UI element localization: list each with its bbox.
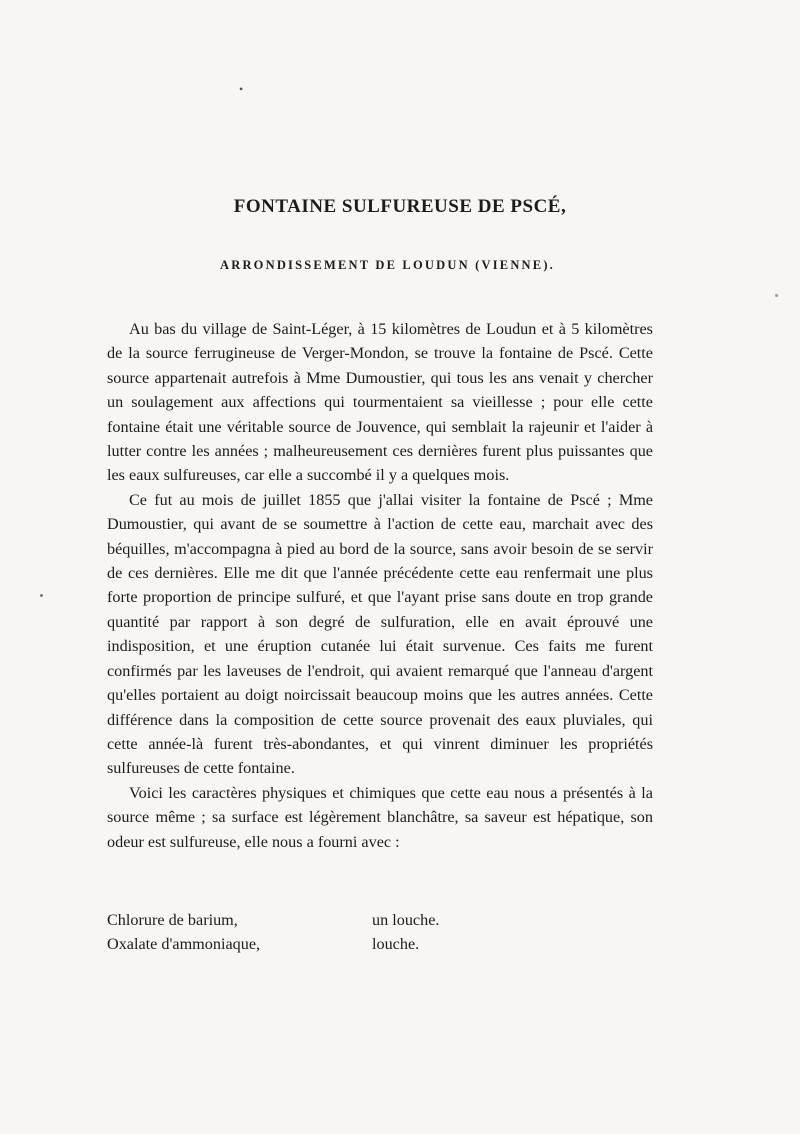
paragraph: Voici les caractères physiques et chimiques que cette eau nous a présentés à la source même ; sa surface est légèrement blanchâtre, sa saveur est hépatique, son odeur est sulfureuse, elle nous a fourni avec : (107, 783, 653, 851)
reagent: Oxalate d'ammoniaque, (107, 935, 261, 954)
page-mark: • (239, 82, 244, 96)
paper-speck (40, 594, 43, 597)
paragraph: Ce fut au mois de juillet 1855 que j'allai visiter la fontaine de Pscé ; Mme Dumoustier, qui avant de se soumettre à l'action de cette eau, marchait avec des béquilles, m'accompagna à pied au bord de la source, sans avoir besoin de se servir de ces dernières. Elle me dit que l'année précédente cette eau renfermait une plus forte proportion de principe sulfuré, et que l'ayant prise sans doute en trop grande quantité par rapport à son degré de sulfuration, elle en avait éprouvé une indisposition, et une éruption cutanée lui était survenue. Ces faits me furent confirmés par les laveuses de l'endroit, qui avaient remarqué que l'anneau d'argent qu'elles portaient au doigt noircissait beaucoup moins que les autres années. Cette différence dans la composition de cette source provenait des eaux pluviales, qui cette année-là furent très-abondantes, et qui vinrent diminuer les propriétés sulfureuses de cette fontaine. (107, 490, 653, 778)
body-text (107, 317, 653, 854)
reaction-row (107, 908, 653, 932)
page-title: FONTAINE SULFUREUSE DE PSCÉ, (233, 196, 567, 217)
reaction-list (107, 908, 653, 957)
reaction-result: un louche. (372, 911, 440, 929)
paragraph: Au bas du village de Saint-Léger, à 15 kilomètres de Loudun et à 5 kilomètres de la source ferrugineuse de Verger-Mondon, se trouve la fontaine de Pscé. Cette source appartenait autrefois à Mme Dumoustier, qui tous les ans venait y chercher un soulagement aux affections qui tourmentaient sa vieillesse ; pour elle cette fontaine était une véritable source de Jouvence, qui semblait la rajeunir et l'aider à lutter contre les années ; malheureusement ces dernières furent plus puissantes que les eaux sulfureuses, car elle a succombé il y a quelques mois. (107, 320, 653, 485)
page-subtitle: ARRONDISSEMENT DE LOUDUN (VIENNE). (219, 258, 556, 272)
reaction-row (107, 932, 653, 956)
reagent: Chlorure de barium, (107, 911, 238, 929)
paper-speck (775, 294, 778, 297)
reaction-result: louche. (372, 935, 420, 954)
